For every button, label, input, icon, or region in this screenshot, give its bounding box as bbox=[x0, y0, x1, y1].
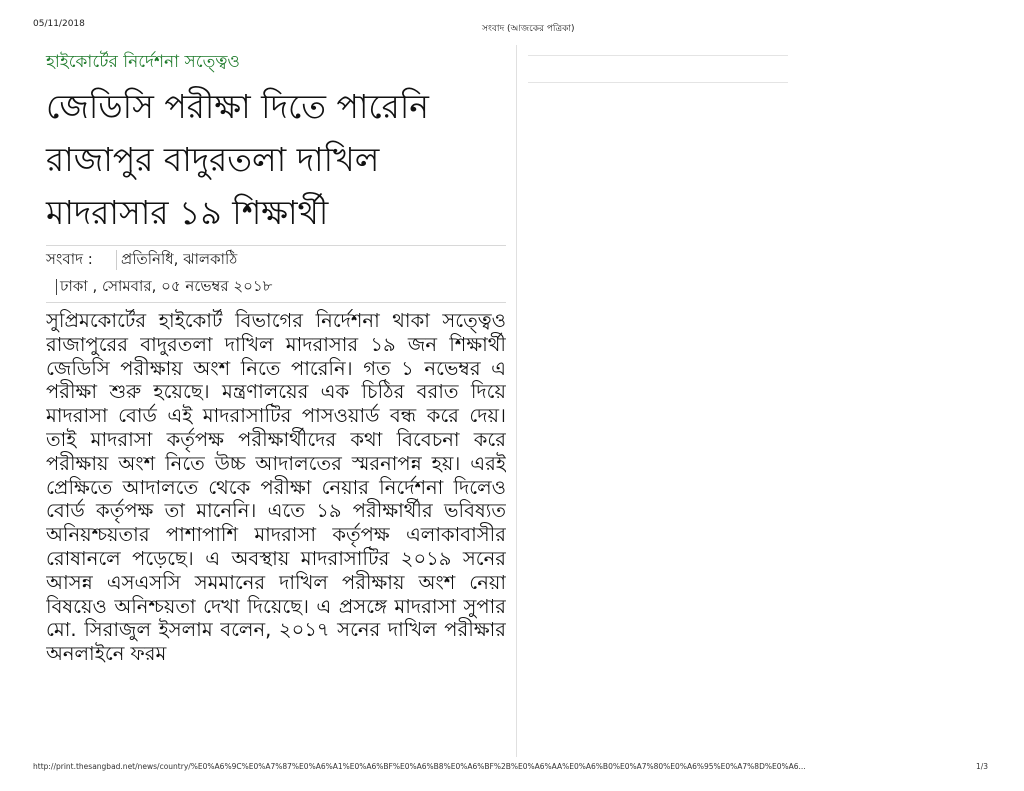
print-page-number: 1/3 bbox=[976, 762, 989, 771]
article-shoulder-headline: হাইকোর্টের নির্দেশনা সত্ত্বেও bbox=[46, 52, 240, 72]
headline-line: জেডিসি পরীক্ষা দিতে পারেনি bbox=[46, 87, 429, 126]
byline-row bbox=[46, 246, 506, 274]
article-headline bbox=[46, 80, 506, 239]
dateline-bar bbox=[56, 279, 57, 295]
dateline-row bbox=[46, 274, 506, 300]
source-label: সংবাদ : bbox=[46, 249, 93, 268]
news-article bbox=[46, 50, 506, 749]
print-footer-url: http://print.thesangbad.net/news/country/%E0%A6%9C%E0%A7%87%E0%A6%A1%E0%A6%BF%E0%A6%B8%E0%A6%BF%2B%E0%A6%AA%E0%A6%B0%E0%A7%80%E0%A6%95%E0%A7%8D%E0%A6... bbox=[33, 762, 806, 771]
column-divider bbox=[516, 45, 517, 757]
sidebar-rule bbox=[528, 82, 788, 83]
headline-line: মাদরাসার ১৯ শিক্ষার্থী bbox=[46, 193, 329, 232]
reporter-name: প্রতিনিধি, ঝালকাঠি bbox=[121, 249, 238, 268]
byline-separator bbox=[116, 250, 117, 270]
sidebar-rule bbox=[528, 55, 788, 56]
meta-divider bbox=[46, 302, 506, 303]
print-page-title: সংবাদ (আজকের পত্রিকা) bbox=[482, 24, 575, 34]
print-date: 05/11/2018 bbox=[33, 19, 85, 29]
article-dateline: ঢাকা , সোমবার, ০৫ নভেম্বর ২০১৮ bbox=[60, 276, 273, 295]
article-body: সুপ্রিমকোর্টের হাইকোর্ট বিভাগের নির্দেশনা থাকা সত্ত্বেও রাজাপুরের বাদুরতলা দাখিল মাদরাসার ১৯ জন শিক্ষার্থী জেডিসি পরীক্ষায় অংশ নিতে পারেনি। গত ১ নভেম্বর এ পরীক্ষা শুরু হয়েছে। মন্ত্রণালয়ের এক চিঠির বরাত দিয়ে মাদরাসা বোর্ড এই মাদরাসাটির পাসওয়ার্ড বন্ধ করে দেয়। তাই মাদরাসা কর্তৃপক্ষ পরীক্ষার্থীদের কথা বিবেচনা করে পরীক্ষায় অংশ নিতে উচ্চ আদালতের স্মরনাপন্ন হয়। এরই প্রেক্ষিতে আদালতে থেকে পরীক্ষা নেয়ার নির্দেশনা দিলেও বোর্ড কর্তৃপক্ষ তা মানেনি। এতে ১৯ পরীক্ষার্থীর ভবিষ্যত অনিয়শ্চয়তার পাশাপাশি মাদরাসা কর্তৃপক্ষ এলাকাবাসীর রোষানলে পড়েছে। এ অবস্থায় মাদরাসাটির ২০১৯ সনের আসন্ন এসএসসি সমমানের দাখিল পরীক্ষায় অংশ নেয়া বিষয়েও অনিশ্চয়তা দেখা দিয়েছে। এ প্রসঙ্গে মাদরাসা সুপার মো. সিরাজুল ইসলাম বলেন, ২০১৭ সনের দাখিল পরীক্ষার অনলাইনে ফরম bbox=[46, 309, 506, 666]
headline-line: রাজাপুর বাদুরতলা দাখিল bbox=[46, 140, 380, 179]
